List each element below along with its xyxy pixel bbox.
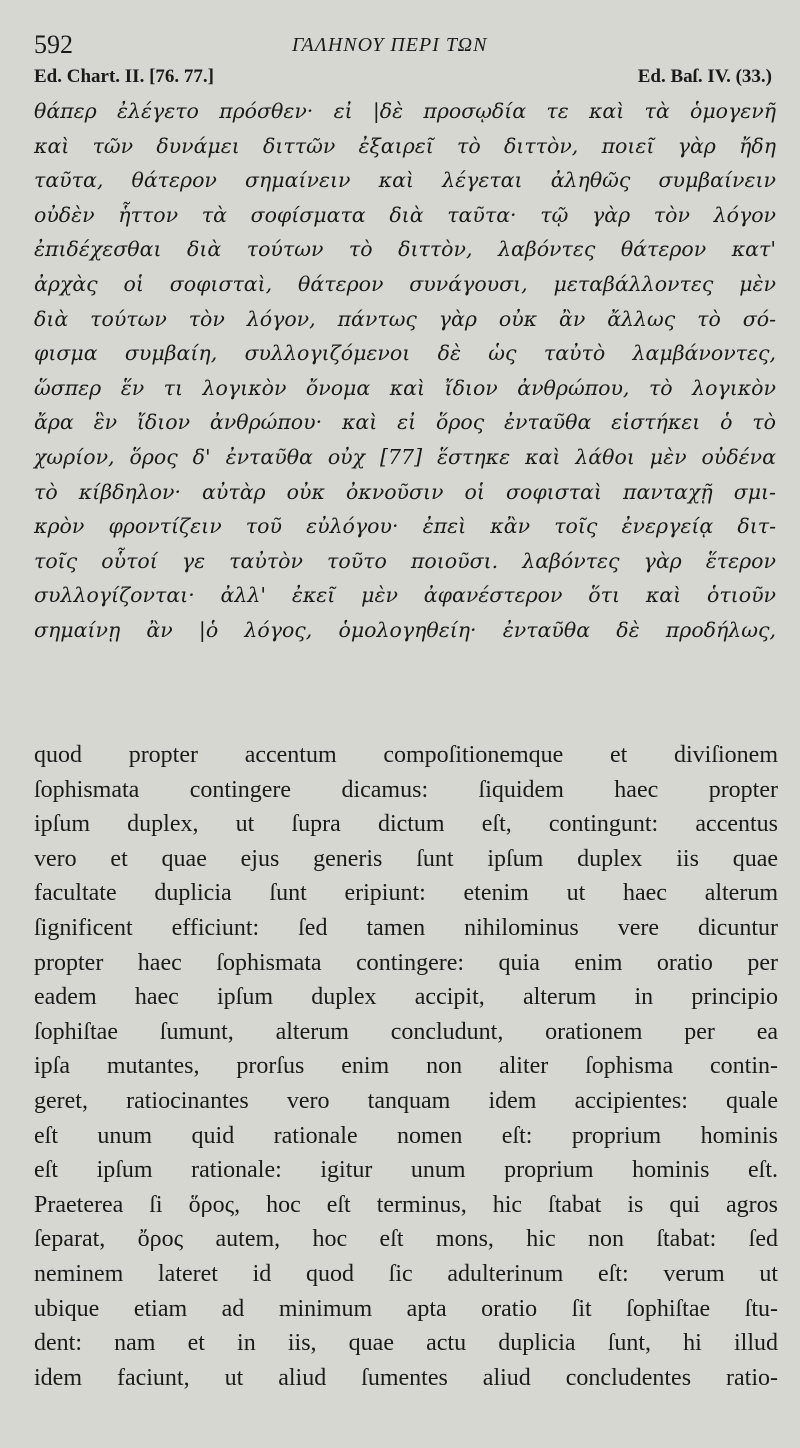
greek-text-line: χωρίον, ὅρος δ' ἐνταῦθα οὐχ [77] ἕστηκε καὶ λάθοι μὲν οὐδένα [34, 444, 776, 469]
edition-reference-line [34, 66, 772, 90]
greek-text-line: ταῦτα, θάτερον σημαίνειν καὶ λέγεται ἀληθῶς συμβαίνειν [34, 168, 776, 193]
latin-text-line: quod propter accentum compoſitionemque et diviſionem [34, 742, 778, 768]
greek-text-line: τοῖς οὗτοί γε ταὐτὸν τοῦτο ποιοῦσι. λαβόντες γὰρ ἕτερον [34, 548, 776, 573]
latin-text-line: ipſum duplex, ut ſupra dictum eſt, contingunt: accentus [34, 811, 778, 838]
greek-text-line: κρὸν φροντίζειν τοῦ εὐλόγου· ἐπεὶ κἂν τοῖς ἐνεργείᾳ διτ- [34, 514, 776, 539]
latin-text-line: Praeterea ſi ὅρος, hoc eſt terminus, hic ſtabat is qui agros [34, 1191, 778, 1218]
latin-text-line: geret, ratiocinantes vero tanquam idem accipientes: quale [34, 1087, 778, 1114]
latin-text-line: ſophismata contingere dicamus: ſiquidem haec propter [34, 776, 778, 803]
running-head: ΓΑΛΗΝΟΥ ΠΕΡΙ ΤΩΝ [292, 34, 488, 56]
greek-text-line: ὥσπερ ἕν τι λογικὸν ὄνομα καὶ ἴδιον ἀνθρώπου, τὸ λογικὸν [34, 375, 776, 400]
latin-text-line: ubique etiam ad minimum apta oratio ſit ſophiſtae ſtu- [34, 1295, 778, 1322]
latin-text-line: ipſa mutantes, prorſus enim non aliter ſophisma contin- [34, 1053, 778, 1080]
latin-text-line: idem faciunt, ut aliud ſumentes aliud concludentes ratio- [34, 1364, 778, 1391]
greek-text-line: σημαίνῃ ἂν |ὁ λόγος, ὁμολογηθείη· ἐνταῦθα δὲ προδήλως, [34, 617, 776, 642]
latin-text-line: facultate duplicia ſunt eripiunt: etenim ut haec alterum [34, 880, 778, 907]
greek-text-line: ἄρα ἓν ἴδιον ἀνθρώπου· καὶ εἰ ὅρος ἐνταῦθα εἱστήκει ὁ τὸ [34, 410, 776, 435]
greek-text-line: ἀρχὰς οἱ σοφισταὶ, θάτερον συνάγουσι, μεταβάλλοντες μὲν [34, 271, 776, 296]
latin-text-line: neminem lateret id quod ſic adulterinum eſt: verum ut [34, 1260, 778, 1287]
greek-text-line: ἐπιδέχεσθαι διὰ τούτων τὸ διττὸν, λαβόντες θάτερον κατ' [34, 237, 776, 262]
latin-text-line: ſignificent efficiunt: ſed tamen nihilominus vere dicuntur [34, 914, 778, 941]
greek-text-line: φισμα συμβαίη, συλλογιζόμενοι δὲ ὡς ταὐτὸ λαμβάνοντες, [34, 341, 776, 366]
edition-basel-ref: Ed. Baſ. IV. (33.) [637, 66, 772, 87]
page-number: 592 [34, 30, 73, 59]
greek-text-line: καὶ τῶν δυνάμει διττῶν ἐξαιρεῖ τὸ διττὸν, ποιεῖ γὰρ ἤδη [34, 133, 776, 158]
latin-text-line: propter haec ſophismata contingere: quia enim oratio per [34, 949, 778, 976]
latin-text-line: eſt ipſum rationale: igitur unum proprium hominis eſt. [34, 1157, 778, 1184]
edition-chartier-ref: Ed. Chart. II. [76. 77.] [34, 66, 214, 87]
latin-text-line: dent: nam et in iis, quae actu duplicia ſunt, hi illud [34, 1330, 778, 1357]
latin-text-line: eſt unum quid rationale nomen eſt: proprium hominis [34, 1122, 778, 1149]
greek-text-line: οὐδὲν ἧττον τὰ σοφίσματα διὰ ταῦτα· τῷ γὰρ τὸν λόγον [34, 202, 776, 227]
latin-text-line: eadem haec ipſum duplex accipit, alterum in principio [34, 984, 778, 1011]
greek-text-line: τὸ κίβδηλον· αὐτὰρ οὐκ ὀκνοῦσιν οἱ σοφισταὶ πανταχῇ σμι- [34, 479, 776, 504]
latin-text-block [34, 738, 778, 1395]
latin-text-line: ſophiſtae ſumunt, alterum concludunt, orationem per ea [34, 1018, 778, 1045]
greek-text-block [34, 94, 776, 648]
greek-text-line: διὰ τούτων τὸν λόγον, πάντως γὰρ οὐκ ἂν ἄλλως τὸ σό- [34, 306, 776, 331]
greek-text-line: συλλογίζονται· ἀλλ' ἐκεῖ μὲν ἀφανέστερον ὅτι καὶ ὁτιοῦν [34, 583, 776, 608]
page-header [34, 30, 776, 64]
latin-text-line: ſeparat, ὄρος autem, hoc eſt mons, hic non ſtabat: ſed [34, 1226, 778, 1253]
greek-text-line: θάπερ ἐλέγετο πρόσθεν· εἰ |δὲ προσῳδία τε καὶ τὰ ὁμογενῆ [34, 99, 776, 123]
latin-text-line: vero et quae ejus generis ſunt ipſum duplex iis quae [34, 845, 778, 872]
